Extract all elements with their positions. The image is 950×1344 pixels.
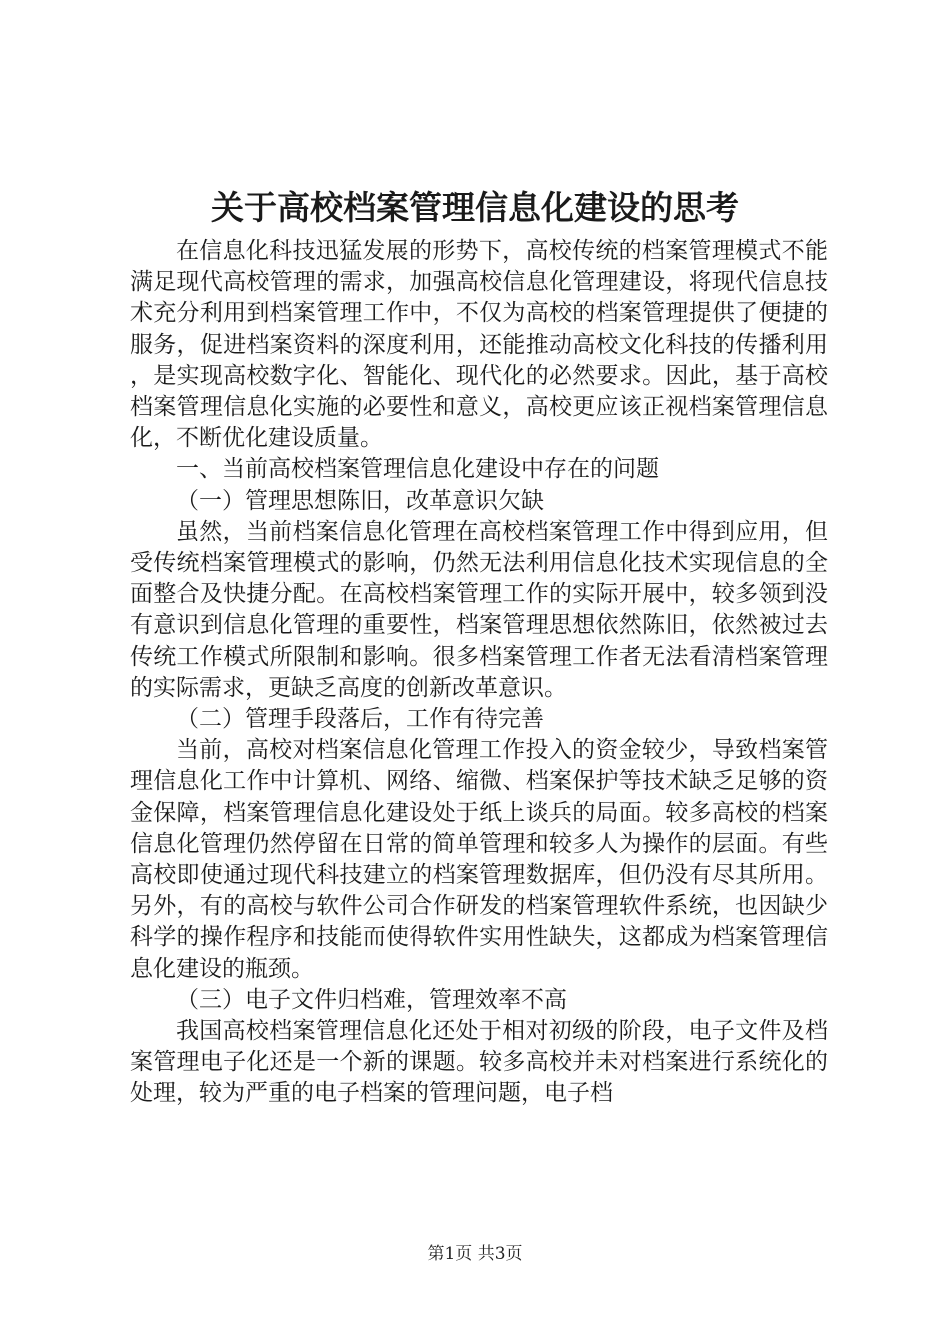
intro-paragraph: 在信息化科技迅猛发展的形势下，高校传统的档案管理模式不能满足现代高校管理的需求，加强高校信息化管理建设，将现代信息技术充分利用到档案管理工作中，不仅为高校的档案管理提供了便捷的服务，促进档案资料的深度利用，还能推动高校文化科技的传播利用，是实现高校数字化、智能化、现代化的必然要求。因此，基于高校档案管理信息化实施的必要性和意义，高校更应该正视档案管理信息化，不断优化建设质量。 (130, 238, 828, 452)
document-title: 关于高校档案管理信息化建设的思考 (211, 188, 739, 227)
page-footer: 第1页 共3页 (427, 1244, 523, 1264)
body-paragraph-1: 虽然，当前档案信息化管理在高校档案管理工作中得到应用，但受传统档案管理模式的影响，仍然无法利用信息化技术实现信息的全面整合及快捷分配。在高校档案管理工作的实际开展中，较多领到没有意识到信息化管理的重要性，档案管理思想依然陈旧，依然被过去传统工作模式所限制和影响。很多档案管理工作者无法看清档案管理的实际需求，更缺乏高度的创新改革意识。 (130, 518, 828, 701)
subsection-heading-1: （一）管理思想陈旧，改革意识欠缺 (176, 487, 544, 514)
section-heading-1: 一、当前高校档案管理信息化建设中存在的问题 (176, 456, 659, 483)
body-paragraph-3: 我国高校档案管理信息化还处于相对初级的阶段，电子文件及档案管理电子化还是一个新的课题。较多高校并未对档案进行系统化的处理，较为严重的电子档案的管理问题，电子档 (130, 1018, 828, 1107)
subsection-heading-3: （三）电子文件归档难，管理效率不高 (176, 986, 567, 1013)
body-paragraph-2: 当前，高校对档案信息化管理工作投入的资金较少，导致档案管理信息化工作中计算机、网络、缩微、档案保护等技术缺乏足够的资金保障，档案管理信息化建设处于纸上谈兵的局面。较多高校的档案信息化管理仍然停留在日常的简单管理和较多人为操作的层面。有些高校即使通过现代科技建立的档案管理数据库，但仍没有尽其所用。另外，有的高校与软件公司合作研发的档案管理软件系统，也因缺少科学的操作程序和技能而使得软件实用性缺失，这都成为档案管理信息化建设的瓶颈。 (130, 737, 828, 982)
subsection-heading-2: （二）管理手段落后，工作有待完善 (176, 706, 544, 733)
document-body (130, 236, 828, 1110)
